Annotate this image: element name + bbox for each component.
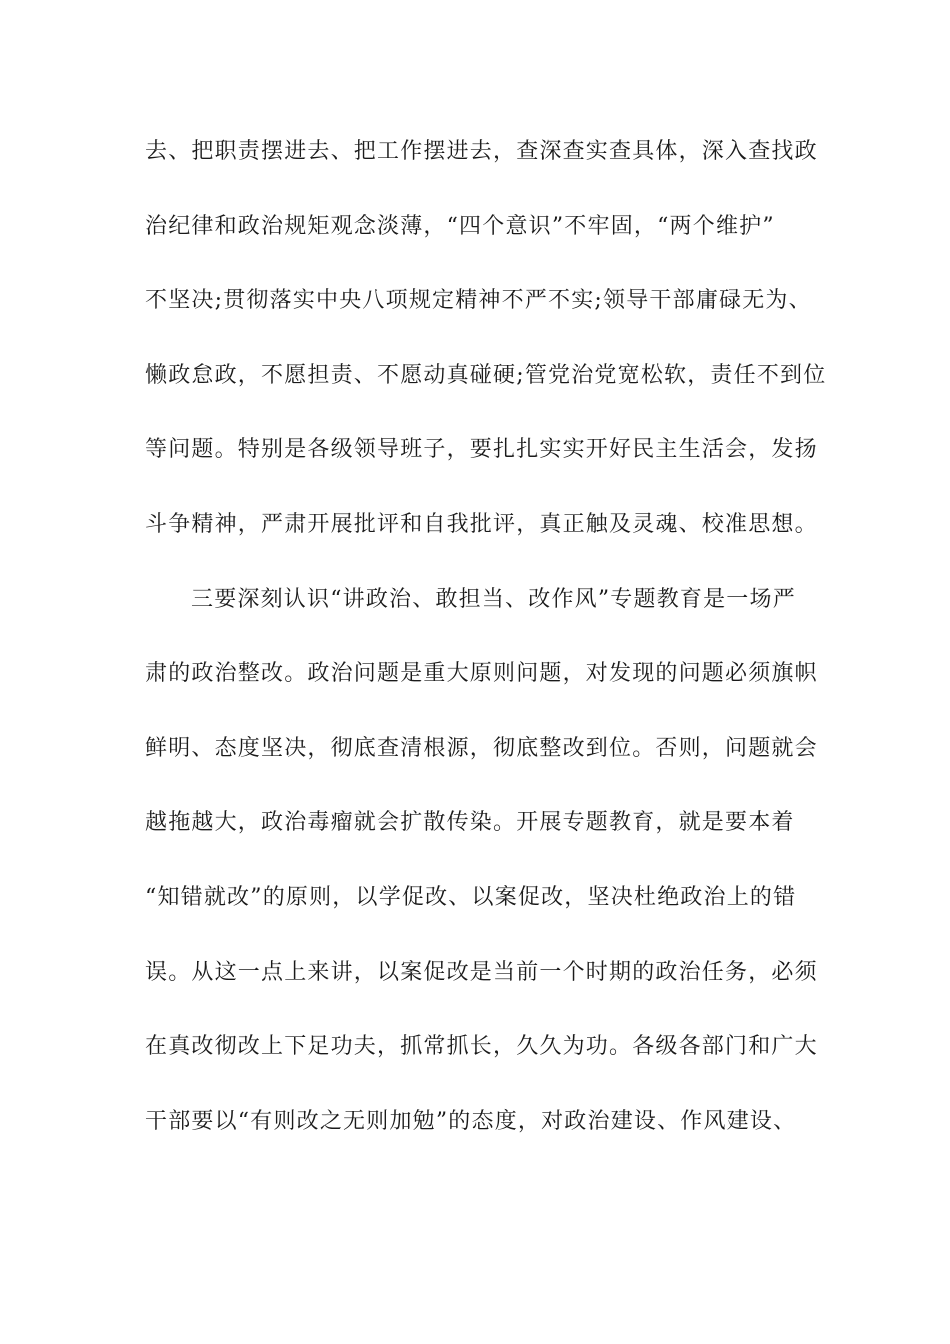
paragraph-start-line: 三要深刻认识“讲政治、敢担当、改作风”专题教育是一场严 [191, 586, 796, 612]
text-line-3: 不坚决;贯彻落实中央八项规定精神不严不实;领导干部庸碌无为、 [145, 288, 812, 314]
text-line-8: 肃的政治整改。政治问题是重大原则问题，对发现的问题必须旗帜 [145, 661, 818, 687]
text-line-9: 鲜明、态度坚决，彻底查清根源，彻底整改到位。否则，问题就会 [145, 735, 818, 761]
text-line-6: 斗争精神，严肃开展批评和自我批评，真正触及灵魂、校准思想。 [145, 511, 818, 537]
text-line-14: 干部要以“有则改之无则加勉”的态度，对政治建设、作风建设、 [145, 1108, 797, 1134]
document-text-body [145, 128, 827, 1172]
text-line-4: 懒政怠政，不愿担责、不愿动真碰硬;管党治党宽松软，责任不到位 [145, 362, 827, 388]
text-line-12: 误。从这一点上来讲，以案促改是当前一个时期的政治任务，必须 [145, 959, 818, 985]
text-line-10: 越拖越大，政治毒瘤就会扩散传染。开展专题教育，就是要本着 [145, 810, 795, 836]
text-line-5: 等问题。特别是各级领导班子，要扎扎实实开好民主生活会，发扬 [145, 437, 818, 463]
text-line-11: “知错就改”的原则，以学促改、以案促改，坚决杜绝政治上的错 [145, 884, 797, 910]
text-line-2: 治纪律和政治规矩观念淡薄，“四个意识”不牢固，“两个维护” [145, 213, 775, 239]
text-line-13: 在真改彻改上下足功夫，抓常抓长，久久为功。各级各部门和广大 [145, 1034, 818, 1060]
text-line-1: 去、把职责摆进去、把工作摆进去，查深查实查具体，深入查找政 [145, 139, 818, 164]
